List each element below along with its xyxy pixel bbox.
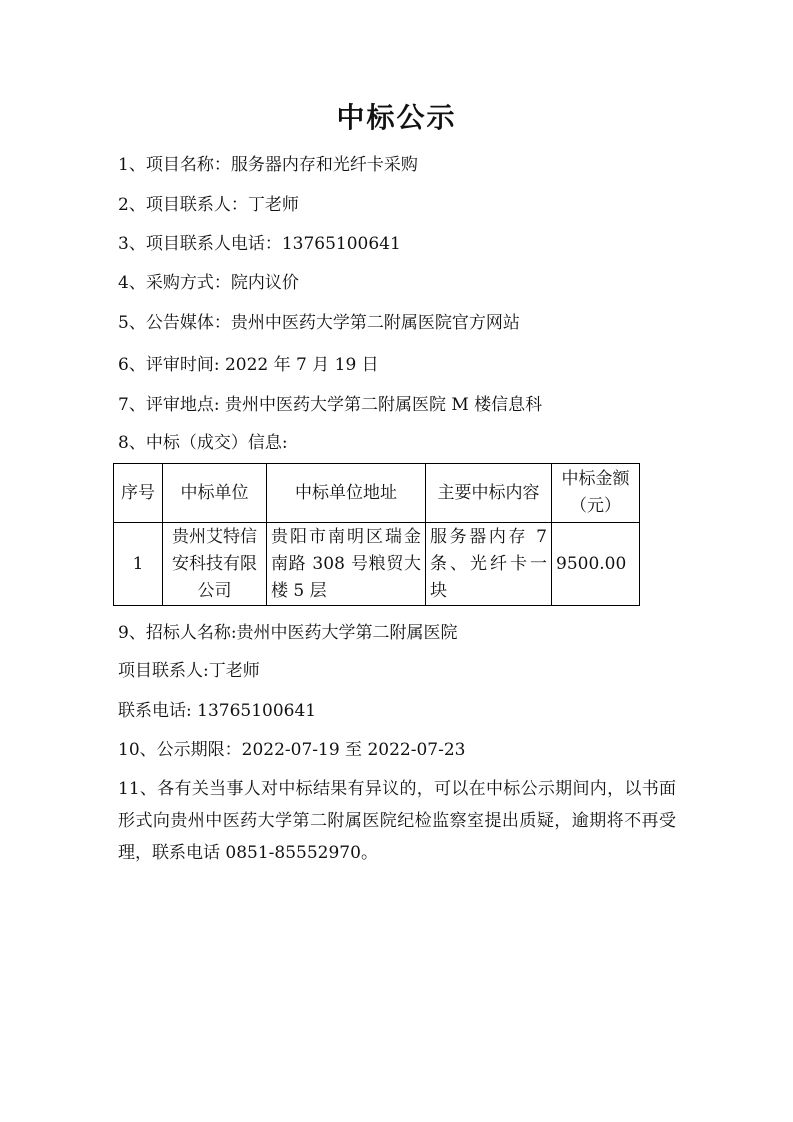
header-seq: 序号 xyxy=(114,464,163,523)
table-row xyxy=(114,523,640,606)
item-review-time: 6、评审时间: 2022 年 7 月 19 日 xyxy=(118,355,379,375)
tenderer-contact: 项目联系人:丁老师 xyxy=(118,661,260,681)
item-tenderer: 9、招标人名称:贵州中医药大学第二附属医院 xyxy=(118,623,458,643)
item-media: 5、公告媒体：贵州中医药大学第二附属医院官方网站 xyxy=(118,313,520,333)
item-project-name: 1、项目名称：服务器内存和光纤卡采购 xyxy=(118,155,418,175)
header-address: 中标单位地址 xyxy=(267,464,426,523)
header-amount: 中标金额（元） xyxy=(552,464,640,523)
page-title: 中标公示 xyxy=(336,101,457,134)
table-header-row xyxy=(114,464,640,523)
award-table xyxy=(113,463,640,606)
item-period: 10、公示期限：2022-07-19 至 2022-07-23 xyxy=(118,740,466,760)
header-content: 主要中标内容 xyxy=(426,464,552,523)
item-review-place: 7、评审地点: 贵州中医药大学第二附属医院 M 楼信息科 xyxy=(118,395,543,415)
item-contact-phone: 3、项目联系人电话：13765100641 xyxy=(118,234,401,254)
item-award-info: 8、中标（成交）信息: xyxy=(118,433,288,453)
header-unit: 中标单位 xyxy=(163,464,267,523)
cell-content: 服务器内存 7 条、光纤卡一块 xyxy=(426,523,552,606)
cell-seq: 1 xyxy=(114,523,163,606)
item-method: 4、采购方式：院内议价 xyxy=(118,273,299,293)
item-contact: 2、项目联系人：丁老师 xyxy=(118,195,299,215)
item-objection: 11、各有关当事人对中标结果有异议的，可以在中标公示期间内，以书面形式向贵州中医药大学第二附属医院纪检监察室提出质疑，逾期将不再受理，联系电话 0851-85552970。 xyxy=(118,779,676,863)
cell-address: 贵阳市南明区瑞金南路 308 号粮贸大楼 5 层 xyxy=(267,523,426,606)
cell-amount: 9500.00 xyxy=(552,523,640,606)
tenderer-phone: 联系电话: 13765100641 xyxy=(118,701,317,721)
cell-unit: 贵州艾特信安科技有限公司 xyxy=(163,523,267,606)
